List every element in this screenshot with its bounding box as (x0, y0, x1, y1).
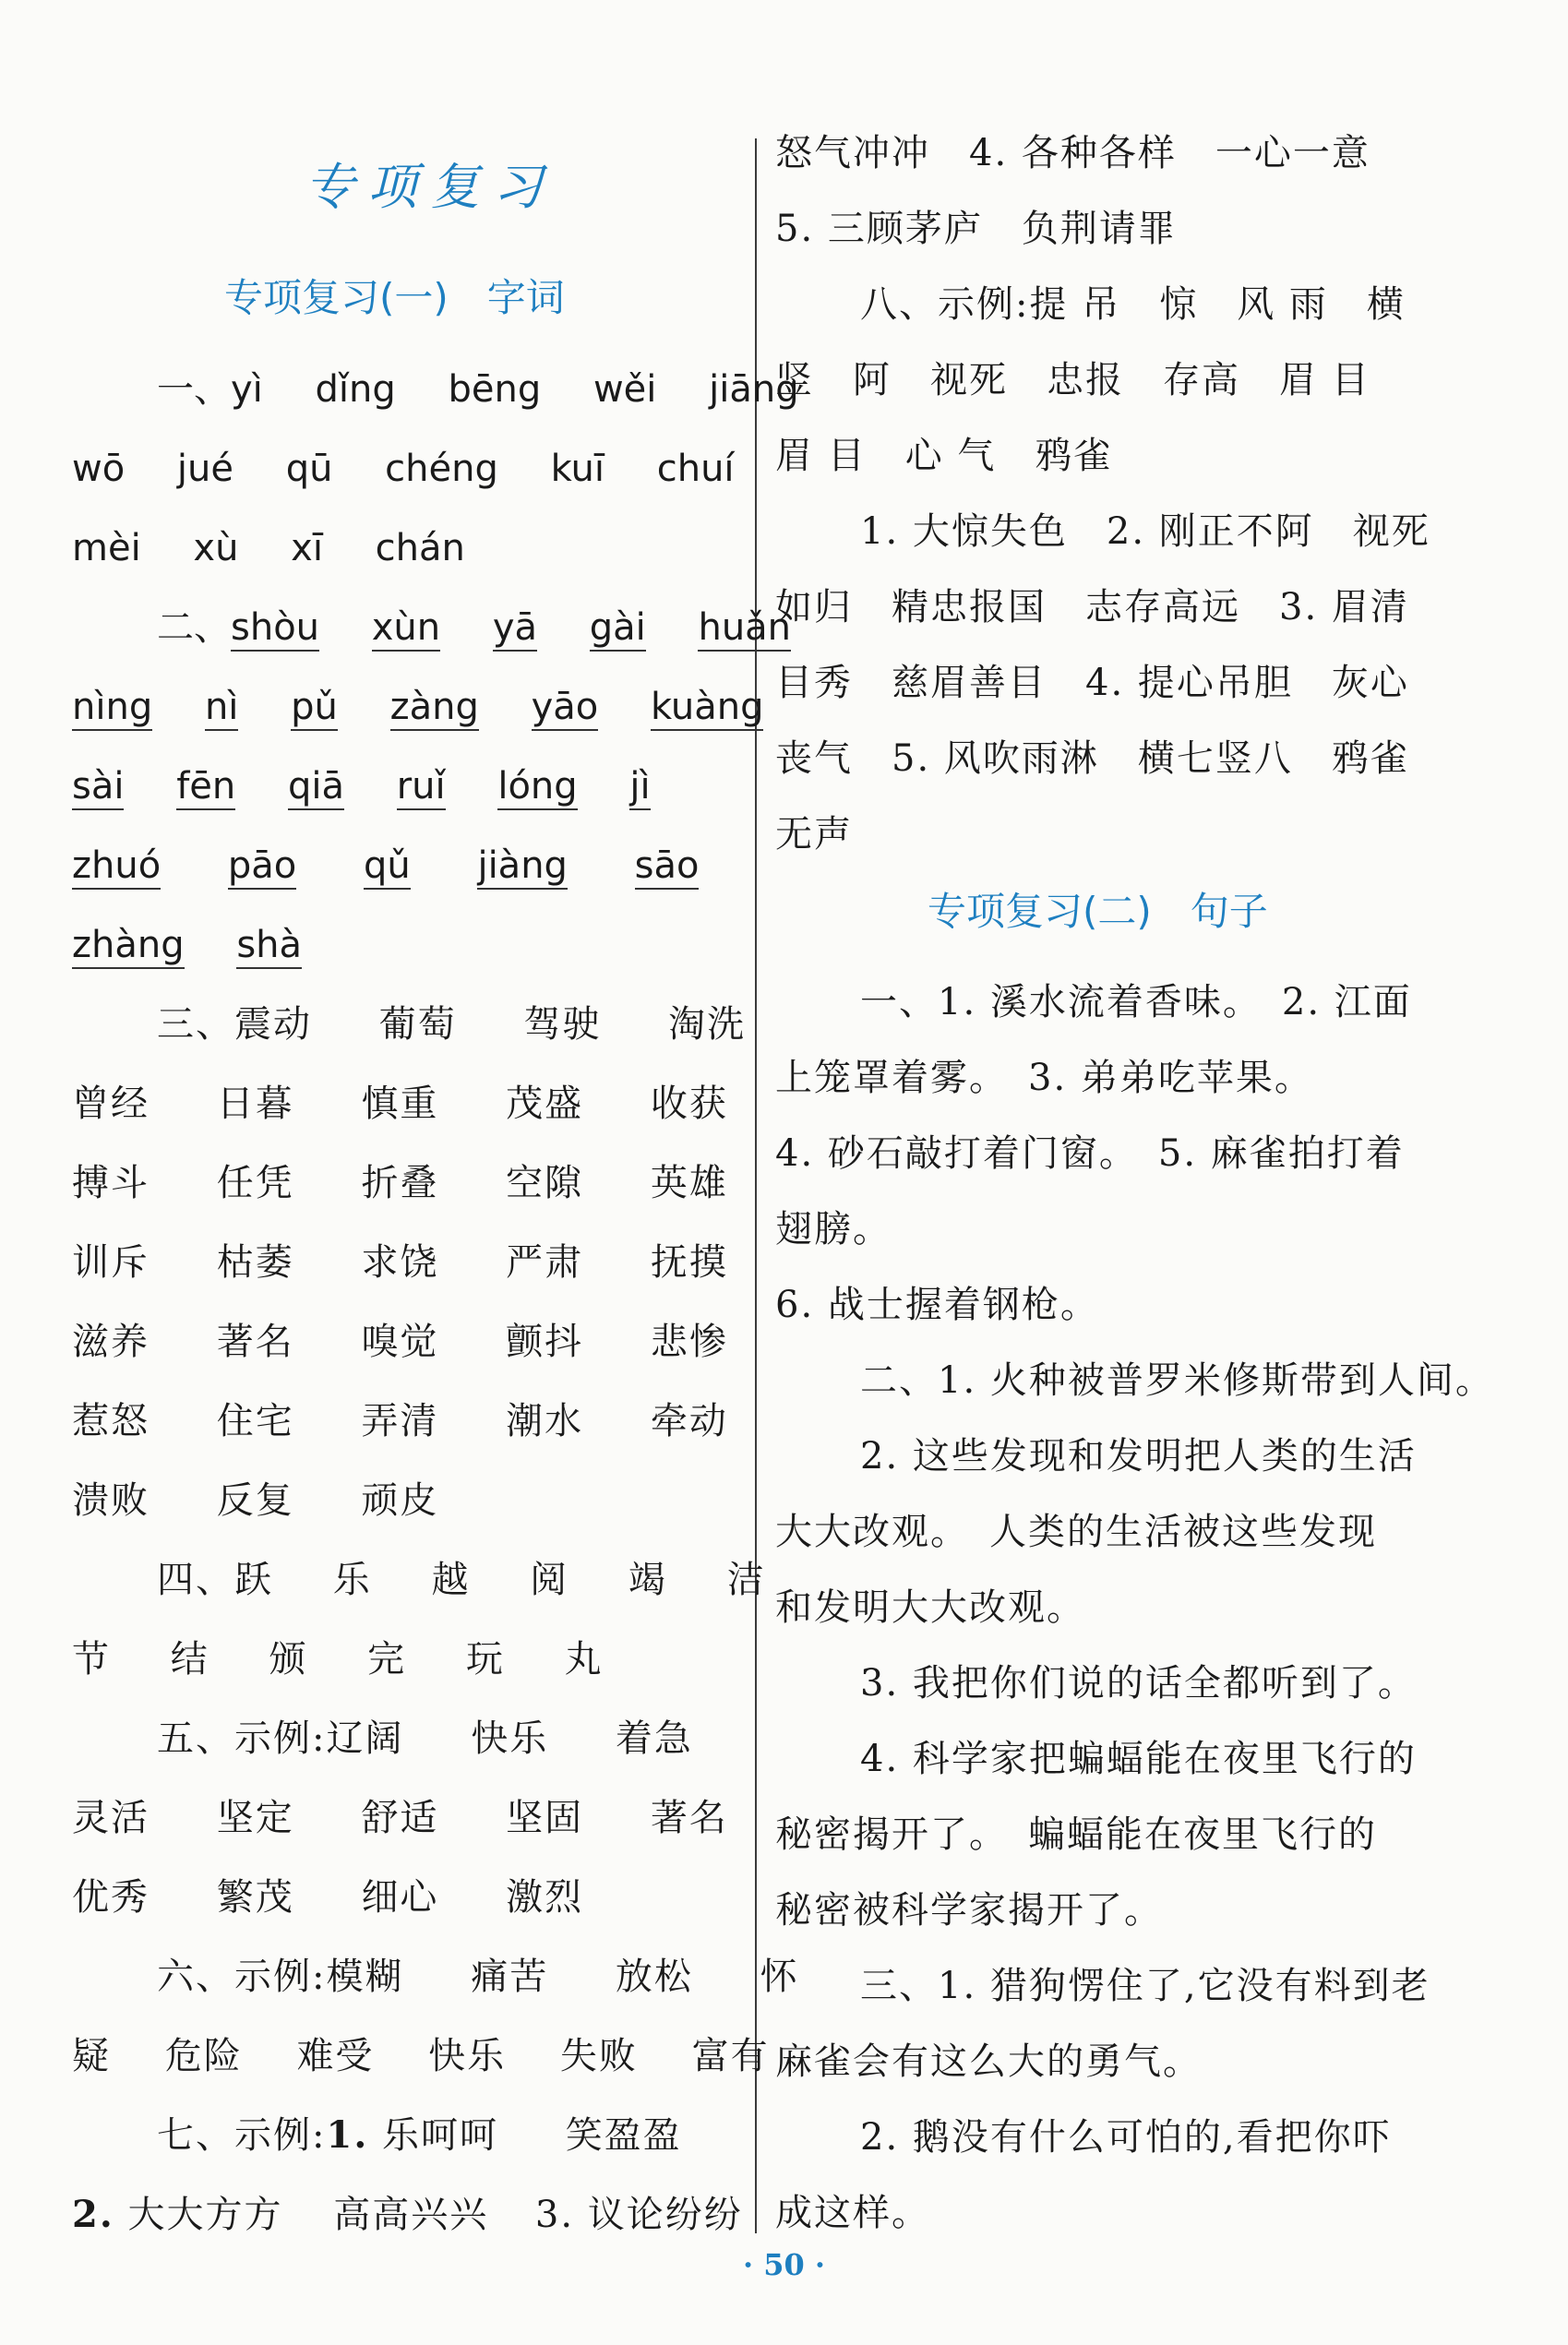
word-item: 驾驶 (523, 1003, 602, 1046)
word-item: 住宅 (216, 1400, 294, 1442)
text-line: 1. 大惊失色 2. 刚正不阿 视死 (860, 510, 1430, 553)
text-line: 5. 三顾茅庐 负荆请罪 (775, 208, 1177, 250)
word-item: 溃败 (72, 1479, 150, 1522)
pinyin-item: yā (493, 605, 537, 652)
pinyin-item: gài (590, 605, 646, 652)
pinyin-item: wěi (592, 368, 657, 411)
item-number: 3. (534, 2194, 575, 2236)
q6-row2 (72, 2028, 770, 2084)
q2-row1 (157, 600, 832, 655)
q3-row7 (72, 1473, 492, 1528)
q3-row1 (157, 997, 799, 1052)
word-item: 结 (170, 1638, 209, 1681)
text-line: 八、示例:提 吊 惊 风 雨 横 (860, 283, 1406, 326)
word-item: 坚固 (506, 1797, 584, 1839)
word-item: 快乐 (471, 1717, 549, 1760)
q1-row2 (72, 441, 775, 497)
pinyin-item: chán (375, 527, 465, 569)
pinyin-item: sāo (635, 843, 700, 890)
word-item: 繁茂 (216, 1876, 294, 1919)
text-line: 3. 我把你们说的话全都听到了。 (860, 1662, 1417, 1705)
word-item: 放松 (615, 1956, 693, 1998)
word-item: 笑盈盈 (565, 2114, 682, 2157)
pinyin-item: bēng (448, 368, 542, 411)
word-item: 著名 (216, 1321, 294, 1363)
pinyin-item: qǔ (364, 843, 411, 890)
word-item: 弄清 (361, 1400, 439, 1442)
q1-row3 (72, 520, 506, 576)
word-item: 痛苦 (471, 1956, 549, 1998)
pinyin-item: qū (285, 448, 333, 490)
text-line: 2. 这些发现和发明把人类的生活 (860, 1435, 1417, 1478)
word-item: 任凭 (216, 1162, 294, 1204)
word-item: 舒适 (361, 1797, 439, 1839)
text-line: 上笼罩着雾。 3. 弟弟吃苹果。 (775, 1057, 1313, 1099)
word-item: 失败 (559, 2035, 638, 2077)
text-line: 丧气 5. 风吹雨淋 横七竖八 鸦雀 (775, 737, 1409, 780)
item-number: 2. (72, 2193, 114, 2236)
word-item: 英雄 (650, 1162, 728, 1204)
word-item: 收获 (650, 1083, 728, 1125)
word-item: 折叠 (361, 1162, 439, 1204)
word-item: 曾经 (72, 1083, 150, 1125)
pinyin-item: ruǐ (397, 764, 446, 810)
text-line: 麻雀会有这么大的勇气。 (775, 2040, 1202, 2083)
text-line: 秘密被科学家揭开了。 (775, 1889, 1163, 1932)
word-item: 茂盛 (506, 1083, 584, 1125)
text-line: 二、1. 火种被普罗米修斯带到人间。 (860, 1359, 1494, 1402)
word-item: 富有 (691, 2035, 770, 2077)
pinyin-item: kuī (550, 448, 604, 490)
text-line: 一、1. 溪水流着香味。 2. 江面 (860, 981, 1412, 1023)
q2-row4 (72, 838, 739, 893)
q3-row4 (72, 1235, 782, 1290)
word-item: 难受 (296, 2035, 375, 2077)
word-item: 玩 (465, 1638, 505, 1681)
pinyin-item: wō (72, 448, 126, 490)
text-line: 翅膀。 (775, 1208, 892, 1250)
q4-row2 (72, 1632, 657, 1687)
answer-label: 七、示例: (157, 2114, 327, 2157)
word-item: 怀 (760, 1956, 799, 1998)
word-item: 完 (367, 1638, 407, 1681)
pinyin-item: jiàng (477, 843, 567, 890)
word-item: 大大方方 (127, 2194, 283, 2236)
word-item: 竭 (628, 1559, 667, 1601)
pinyin-item: jì (629, 764, 650, 810)
word-item: 疑 (72, 2035, 111, 2077)
pinyin-item: zhuó (72, 843, 161, 890)
q2-row5 (72, 917, 342, 973)
text-line: 6. 战士握着钢枪。 (775, 1284, 1099, 1326)
word-item: 激烈 (506, 1876, 584, 1919)
q2-row2 (72, 679, 804, 735)
word-item: 越 (431, 1559, 471, 1601)
q3-row6 (72, 1394, 782, 1449)
text-line: 如归 精忠报国 志存高远 3. 眉清 (775, 586, 1409, 628)
text-line: 成这样。 (775, 2192, 930, 2234)
pinyin-item: 一、yì (157, 368, 263, 411)
section-title-2: 专项复习(二) 句子 (928, 889, 1268, 934)
word-item: 危险 (164, 2035, 243, 2077)
item-number: 1. (326, 2113, 369, 2157)
page-title: 专项复习 (305, 158, 556, 216)
word-item: 潮水 (506, 1400, 584, 1442)
word-item: 三、震动 (157, 1003, 312, 1046)
q4-row1 (157, 1552, 820, 1608)
word-item: 颁 (269, 1638, 308, 1681)
text-line: 大大改观。 人类的生活被这些发现 (775, 1511, 1377, 1553)
section-title-1: 专项复习(一) 字词 (224, 275, 565, 320)
q5-row1 (157, 1711, 747, 1766)
pinyin-item: kuàng (651, 685, 764, 731)
pinyin-item: nì (205, 685, 238, 731)
text-line: 无声 (775, 813, 853, 855)
pinyin-item: nìng (72, 685, 152, 731)
pinyin-item: jiāng (709, 368, 799, 411)
text-line: 眉 目 心 气 鸦雀 (775, 435, 1113, 477)
pinyin-item: xùn (372, 605, 440, 652)
word-item: 淘洗 (668, 1003, 747, 1046)
word-item: 五、示例:辽阔 (157, 1717, 404, 1760)
text-line: 目秀 慈眉善目 4. 提心吊胆 灰心 (775, 662, 1409, 704)
word-item: 阅 (530, 1559, 569, 1601)
pinyin-item: chéng (385, 448, 498, 490)
q5-row2 (72, 1790, 782, 1846)
word-item: 乐呵呵 (381, 2114, 498, 2157)
word-item: 搏斗 (72, 1162, 150, 1204)
q3-row2 (72, 1076, 782, 1131)
word-item: 葡萄 (378, 1003, 457, 1046)
pinyin-item: xī (291, 527, 323, 569)
word-item: 丸 (564, 1638, 604, 1681)
word-item: 着急 (615, 1717, 693, 1760)
word-item: 细心 (361, 1876, 439, 1919)
q7-row2 (72, 2187, 743, 2243)
word-item: 四、跃 (157, 1559, 273, 1601)
text-line: 4. 科学家把蝙蝠能在夜里飞行的 (860, 1738, 1417, 1780)
text-line: 秘密揭开了。 蝙蝠能在夜里飞行的 (775, 1813, 1377, 1856)
page-number: · 50 · (742, 2247, 826, 2282)
pinyin-item: jué (176, 448, 233, 490)
word-item: 节 (72, 1638, 111, 1681)
pinyin-item: shà (236, 923, 302, 969)
word-item: 惹怒 (72, 1400, 150, 1442)
pinyin-item: sài (72, 764, 124, 810)
pinyin-item: chuí (656, 448, 735, 490)
pinyin-item: pāo (228, 843, 296, 890)
text-line: 怒气冲冲 4. 各种各样 一心一意 (775, 132, 1371, 174)
word-item: 坚定 (216, 1797, 294, 1839)
word-item: 嗅觉 (361, 1321, 439, 1363)
word-item: 六、示例:模糊 (157, 1956, 404, 1998)
word-item: 反复 (216, 1479, 294, 1522)
text-line: 三、1. 猎狗愣住了,它没有料到老 (860, 1965, 1430, 2007)
word-item: 高高兴兴 (333, 2194, 489, 2236)
q3-row3 (72, 1155, 782, 1211)
word-item: 严肃 (506, 1241, 584, 1284)
word-item: 洁 (726, 1559, 766, 1601)
q2-row3 (72, 759, 691, 814)
pinyin-item: fēn (176, 764, 235, 810)
word-item: 议论纷纷 (587, 2194, 743, 2236)
pinyin-item: zàng (390, 685, 479, 731)
q3-row5 (72, 1314, 782, 1370)
word-item: 灵活 (72, 1797, 150, 1839)
pinyin-item: xù (193, 527, 239, 569)
text-line: 4. 砂石敲打着门窗。 5. 麻雀拍打着 (775, 1132, 1405, 1175)
word-item: 滋养 (72, 1321, 150, 1363)
word-item: 空隙 (506, 1162, 584, 1204)
word-item: 乐 (332, 1559, 372, 1601)
pinyin-item: qiā (288, 764, 344, 810)
text-line: 竖 阿 视死 忠报 存高 眉 目 (775, 359, 1371, 401)
word-item: 抚摸 (650, 1241, 728, 1284)
pinyin-item: yāo (532, 685, 599, 731)
word-item: 顽皮 (361, 1479, 439, 1522)
word-item: 悲惨 (650, 1321, 728, 1363)
pinyin-item: huǎn (698, 605, 791, 652)
word-item: 慎重 (361, 1083, 439, 1125)
word-item: 枯萎 (216, 1241, 294, 1284)
pinyin-item: zhàng (72, 923, 185, 969)
q6-row1 (157, 1949, 799, 2004)
word-item: 优秀 (72, 1876, 150, 1919)
word-item: 牵动 (650, 1400, 728, 1442)
pinyin-item: shòu (231, 605, 319, 652)
word-item: 日暮 (216, 1083, 294, 1125)
q1-row1 (157, 362, 840, 417)
word-item: 著名 (650, 1797, 728, 1839)
word-item: 训斥 (72, 1241, 150, 1284)
pinyin-item: pǔ (291, 685, 338, 731)
q7-row1 (157, 2108, 736, 2163)
pinyin-item: lóng (497, 764, 577, 810)
word-item: 颤抖 (506, 1321, 584, 1363)
pinyin-item: dǐng (315, 368, 396, 411)
word-item: 快乐 (428, 2035, 507, 2077)
q2-prefix: 二、 (157, 606, 231, 649)
text-line: 和发明大大改观。 (775, 1586, 1085, 1629)
q5-row3 (72, 1870, 637, 1925)
pinyin-item: mèi (72, 527, 141, 569)
text-line: 2. 鹅没有什么可怕的,看把你吓 (860, 2116, 1392, 2159)
word-item: 求饶 (361, 1241, 439, 1284)
